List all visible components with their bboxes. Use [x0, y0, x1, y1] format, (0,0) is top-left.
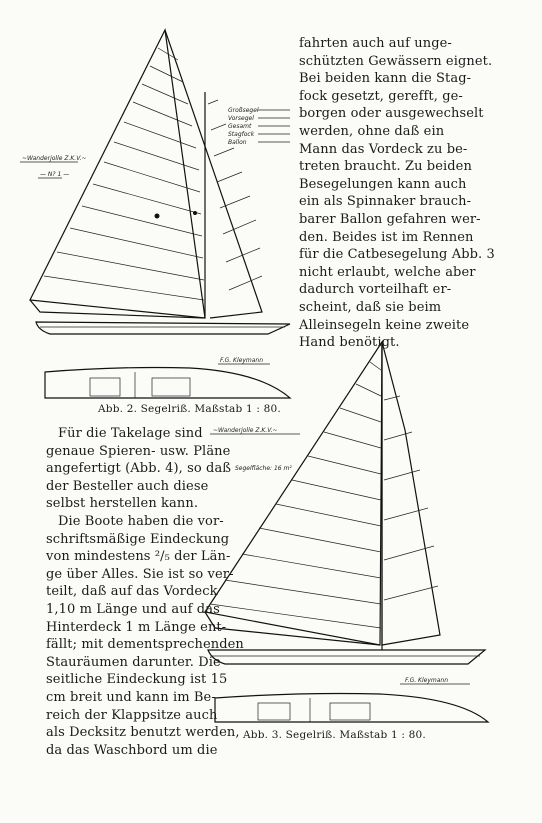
left-text-column [46, 425, 244, 759]
text-line: cm breit und kann im Be- [46, 689, 216, 705]
text-line: borgen oder ausgewechselt [299, 106, 484, 122]
text-line: Hand benötigt. [299, 335, 400, 351]
text-line: da das Waschbord um die [46, 742, 218, 758]
text-line: Bei beiden kann die Stag- [299, 71, 472, 87]
text-line: als Decksitz benutzt werden, [46, 725, 240, 741]
svg-text:Großsegel: Großsegel [228, 107, 259, 114]
svg-text:~Wanderjolle Z.K.V.~: ~Wanderjolle Z.K.V.~ [22, 155, 87, 162]
svg-text:Ballon: Ballon [228, 139, 247, 146]
sail-seams-fig3 [210, 362, 438, 628]
text-line: ge über Alles. Sie ist so ver- [46, 566, 234, 582]
text-line: von mindestens ²/₅ der Län- [46, 549, 231, 565]
handwritten-title-fig2 [20, 155, 87, 178]
text-line: nicht erlaubt, welche aber [299, 264, 476, 280]
svg-text:— N? 1 —: — N? 1 — [40, 171, 70, 178]
text-line: scheint, daß sie beim [299, 299, 442, 315]
text-line: Hinterdeck 1 m Länge ent- [46, 619, 227, 635]
text-line: Mann das Vordeck zu be- [299, 141, 468, 157]
deck-plan-fig3 [215, 677, 488, 722]
svg-text:Segelfläche: 16 m²: Segelfläche: 16 m² [235, 465, 292, 472]
text-line: Alleinsegeln keine zweite [299, 317, 470, 333]
mainsail-fig3 [205, 342, 382, 645]
deck-plan-fig2 [45, 357, 290, 398]
text-line: der Besteller auch diese [46, 478, 209, 494]
text-line: seitliche Eindeckung ist 15 [46, 672, 228, 688]
svg-text:Vorsegel: Vorsegel [228, 115, 254, 122]
text-line: fock gesetzt, gerefft, ge- [299, 88, 463, 104]
text-line: schützten Gewässern eignet. [299, 53, 493, 69]
text-line: ein als Spinnaker brauch- [299, 194, 472, 210]
text-line: werden, ohne daß ein [299, 123, 445, 139]
text-line: den. Beides ist im Rennen [299, 229, 474, 245]
text-line: genaue Spieren- usw. Pläne [46, 443, 231, 459]
svg-text:F.G. Kleymann: F.G. Kleymann [220, 357, 264, 364]
text-line: selbst herstellen kann. [46, 496, 199, 512]
left-paragraph-2 [46, 513, 244, 759]
svg-text:F.G. Kleymann: F.G. Kleymann [405, 677, 449, 684]
text-line: reich der Klappsitze auch [46, 707, 218, 723]
text-line: Die Boote haben die vor- [58, 513, 224, 529]
hull-fig3 [208, 650, 485, 664]
left-paragraph-1 [46, 425, 232, 513]
text-line: dadurch vorteilhaft er- [299, 282, 452, 298]
figure-3-caption: Abb. 3. Segelriß. Maßstab 1 : 80. [243, 729, 426, 741]
text-line: teilt, daß auf das Vordeck [46, 584, 218, 600]
sail-seams-fig2 [44, 48, 262, 300]
hull-fig2 [36, 322, 290, 334]
text-line: fahrten auch auf unge- [299, 36, 452, 51]
text-line: angefertigt (Abb. 4), so daß [46, 461, 232, 477]
right-paragraph [299, 35, 521, 352]
svg-text:Gesamt: Gesamt [228, 123, 252, 130]
text-line: fällt; mit dementsprechenden [46, 637, 244, 653]
text-line: für die Catbesegelung Abb. 3 [299, 247, 495, 263]
svg-text:~Wanderjolle Z.K.V.~: ~Wanderjolle Z.K.V.~ [213, 427, 278, 434]
text-line: treten braucht. Zu beiden [299, 159, 472, 175]
text-line: 1,10 m Länge und auf das [46, 601, 220, 617]
jib-fig3 [382, 342, 440, 645]
jib-fig2 [165, 30, 262, 318]
text-line: schriftsmäßige Eindeckung [46, 531, 230, 547]
text-line: barer Ballon gefahren wer- [299, 211, 481, 227]
text-line: Stauräumen darunter. Die [46, 654, 221, 670]
text-line: Für die Takelage sind [58, 426, 203, 441]
sail-area-table-fig2 [228, 107, 290, 146]
figure-2-caption: Abb. 2. Segelriß. Maßstab 1 : 80. [98, 403, 281, 415]
text-line: Besegelungen kann auch [299, 176, 467, 192]
svg-text:Stagfock: Stagfock [228, 131, 255, 138]
right-text-column [299, 35, 521, 352]
